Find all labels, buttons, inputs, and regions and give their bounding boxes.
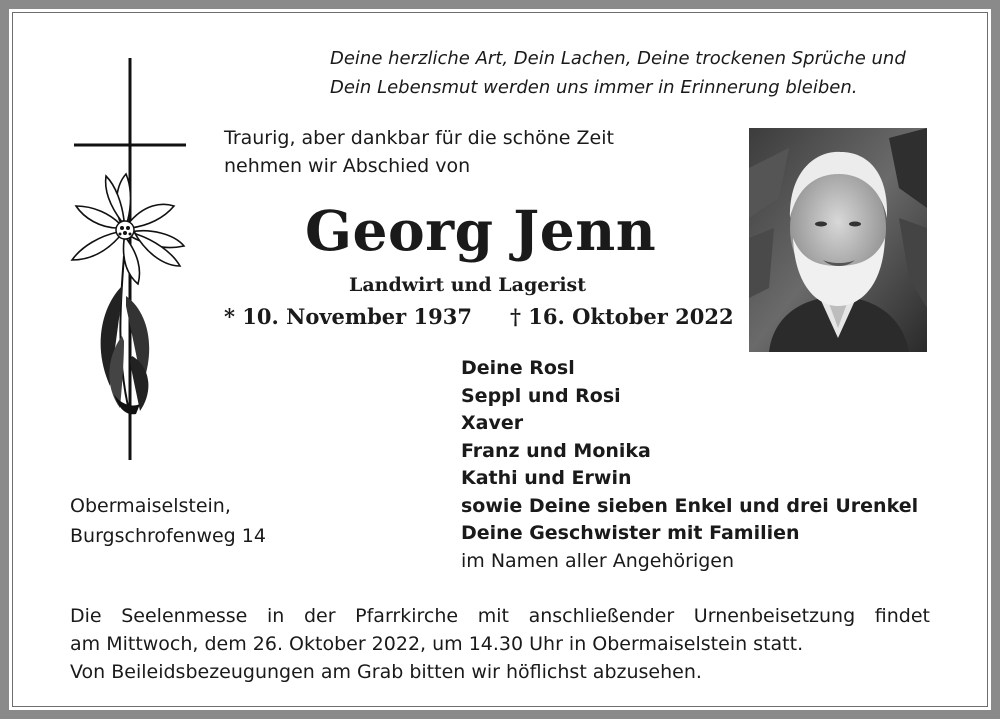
service-line-1: Die Seelenmesse in der Pfarrkirche mit anschließender Urnenbeisetzung findet	[70, 605, 930, 627]
service-line-2: am Mittwoch, dem 26. Oktober 2022, um 14.30 Uhr in Obermaiselstein statt.	[70, 633, 804, 655]
address-line-1: Obermaiselstein,	[70, 495, 231, 517]
mourner-line: Seppl und Rosi	[461, 384, 621, 407]
mourner-line: Franz und Monika	[461, 439, 651, 462]
mourners-list	[461, 355, 918, 575]
mourner-line: sowie Deine sieben Enkel und drei Urenkel	[461, 494, 919, 517]
address-line-2: Burgschrofenweg 14	[70, 525, 266, 547]
deceased-occupation: Landwirt und Lagerist	[349, 274, 587, 296]
mourners-closing: im Namen aller Angehörigen	[461, 549, 735, 572]
family-address	[70, 491, 266, 551]
life-dates	[224, 304, 734, 329]
memorial-quote	[330, 44, 906, 102]
mourner-line: Xaver	[461, 412, 524, 434]
intro-line-1: Traurig, aber dankbar für die schöne Zeit	[224, 127, 614, 149]
death-date: † 16. Oktober 2022	[510, 304, 734, 329]
quote-line-1: Deine herzliche Art, Dein Lachen, Deine trockenen Sprüche und	[330, 48, 906, 69]
portrait-photo	[749, 128, 927, 352]
quote-line-2: Dein Lebensmut werden uns immer in Erinnerung bleiben.	[330, 77, 858, 98]
mourner-line: Deine Geschwister mit Familien	[461, 522, 800, 544]
deceased-name: Georg Jenn	[305, 198, 657, 263]
mourner-line: Deine Rosl	[461, 357, 575, 379]
mourner-line: Kathi und Erwin	[461, 467, 632, 489]
cross-with-edelweiss-icon	[62, 56, 202, 464]
service-line-3: Von Beileidsbezeugungen am Grab bitten wir höflichst abzusehen.	[70, 661, 702, 683]
birth-date: * 10. November 1937	[224, 304, 472, 329]
intro-line-2: nehmen wir Abschied von	[224, 155, 471, 177]
service-info	[70, 602, 930, 686]
intro-text	[224, 124, 614, 180]
